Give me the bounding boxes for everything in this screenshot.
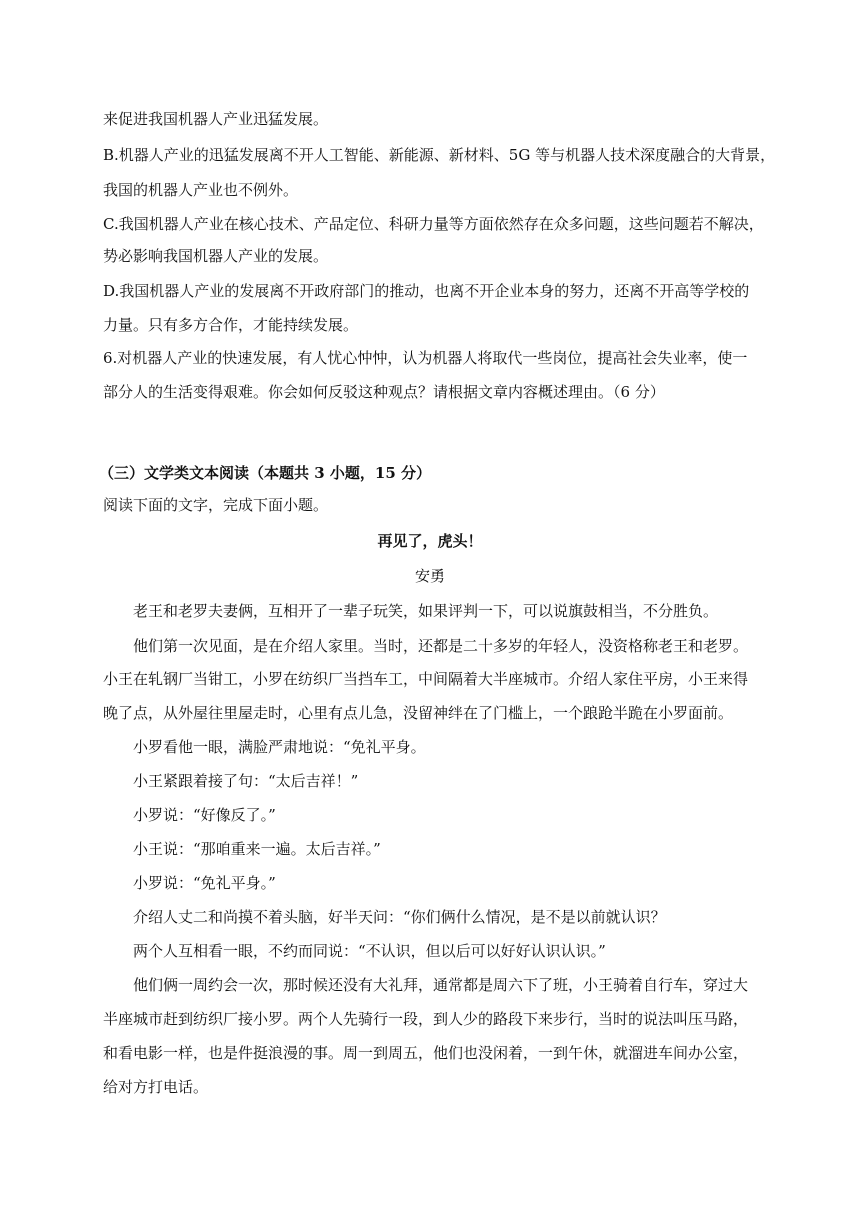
paragraph-line: 和看电影一样，也是件挺浪漫的事。周一到周五，他们也没闲着，一到午休，就溜进车间办公室， (103, 1044, 749, 1062)
paragraph-line: 半座城市赶到纺织厂接小罗。两个人先骑行一段，到人少的路段下来步行，当时的说法叫压马路， (103, 1010, 749, 1028)
paragraph-line: 小罗说：“好像反了。” (133, 806, 276, 824)
option-c-line-1: C.我国机器人产业在核心技术、产品定位、科研力量等方面依然存在众多问题，这些问题若不解决， (103, 215, 764, 233)
option-c-line-2: 势必影响我国机器人产业的发展。 (103, 247, 329, 265)
paragraph-line: 两个人互相看一眼，不约而同说：“不认识，但以后可以好好认识认识。” (133, 942, 606, 960)
paragraph-line: 小王紧跟着接了句：“太后吉祥！” (133, 772, 359, 790)
section-heading: （三）文学类文本阅读（本题共 3 小题，15 分） (99, 464, 431, 482)
paragraph-line: 他们第一次见面，是在介绍人家里。当时，还都是二十多岁的年轻人，没资格称老王和老罗。 (133, 637, 749, 655)
paragraph-line: 小罗看他一眼，满脸严肃地说：“免礼平身。 (133, 738, 426, 756)
story-title: 再见了，虎头！ (377, 532, 483, 550)
paragraph-line: 给对方打电话。 (103, 1078, 209, 1096)
paragraph-line: 他们俩一周约会一次，那时候还没有大礼拜，通常都是周六下了班，小王骑着自行车，穿过大 (133, 976, 749, 994)
text-line: 来促进我国机器人产业迅猛发展。 (103, 110, 329, 128)
question-6-line-1: 6.对机器人产业的快速发展，有人忧心忡忡，认为机器人将取代一些岗位，提高社会失业率，使一 (103, 349, 748, 367)
option-b-line-1: B.机器人产业的迅猛发展离不开人工智能、新能源、新材料、5G 等与机器人技术深度融合的大背景， (103, 146, 776, 164)
paragraph-line: 介绍人丈二和尚摸不着头脑，好半天问：“你们俩什么情况，是不是以前就认识？ (133, 908, 666, 926)
paragraph-line: 晚了点，从外屋往里屋走时，心里有点儿急，没留神绊在了门槛上，一个踉跄半跪在小罗面前。 (103, 704, 734, 722)
question-6-line-2: 部分人的生活变得艰难。你会如何反驳这种观点？请根据文章内容概述理由。（6 分） (103, 383, 665, 401)
option-b-line-2: 我国的机器人产业也不例外。 (103, 181, 299, 199)
story-author: 安勇 (414, 567, 445, 585)
instruction: 阅读下面的文字，完成下面小题。 (103, 496, 329, 514)
paragraph-line: 老王和老罗夫妻俩，互相开了一辈子玩笑，如果评判一下，可以说旗鼓相当，不分胜负。 (133, 602, 719, 620)
paragraph-line: 小罗说：“免礼平身。” (133, 874, 276, 892)
option-d-line-1: D.我国机器人产业的发展离不开政府部门的推动，也离不开企业本身的努力，还离不开高等学校的 (103, 282, 750, 300)
paragraph-line: 小王在轧钢厂当钳工，小罗在纺织厂当挡车工，中间隔着大半座城市。介绍人家住平房，小王来得 (103, 670, 749, 688)
paragraph-line: 小王说：“那咱重来一遍。太后吉祥。” (133, 840, 381, 858)
option-d-line-2: 力量。只有多方合作，才能持续发展。 (103, 316, 359, 334)
